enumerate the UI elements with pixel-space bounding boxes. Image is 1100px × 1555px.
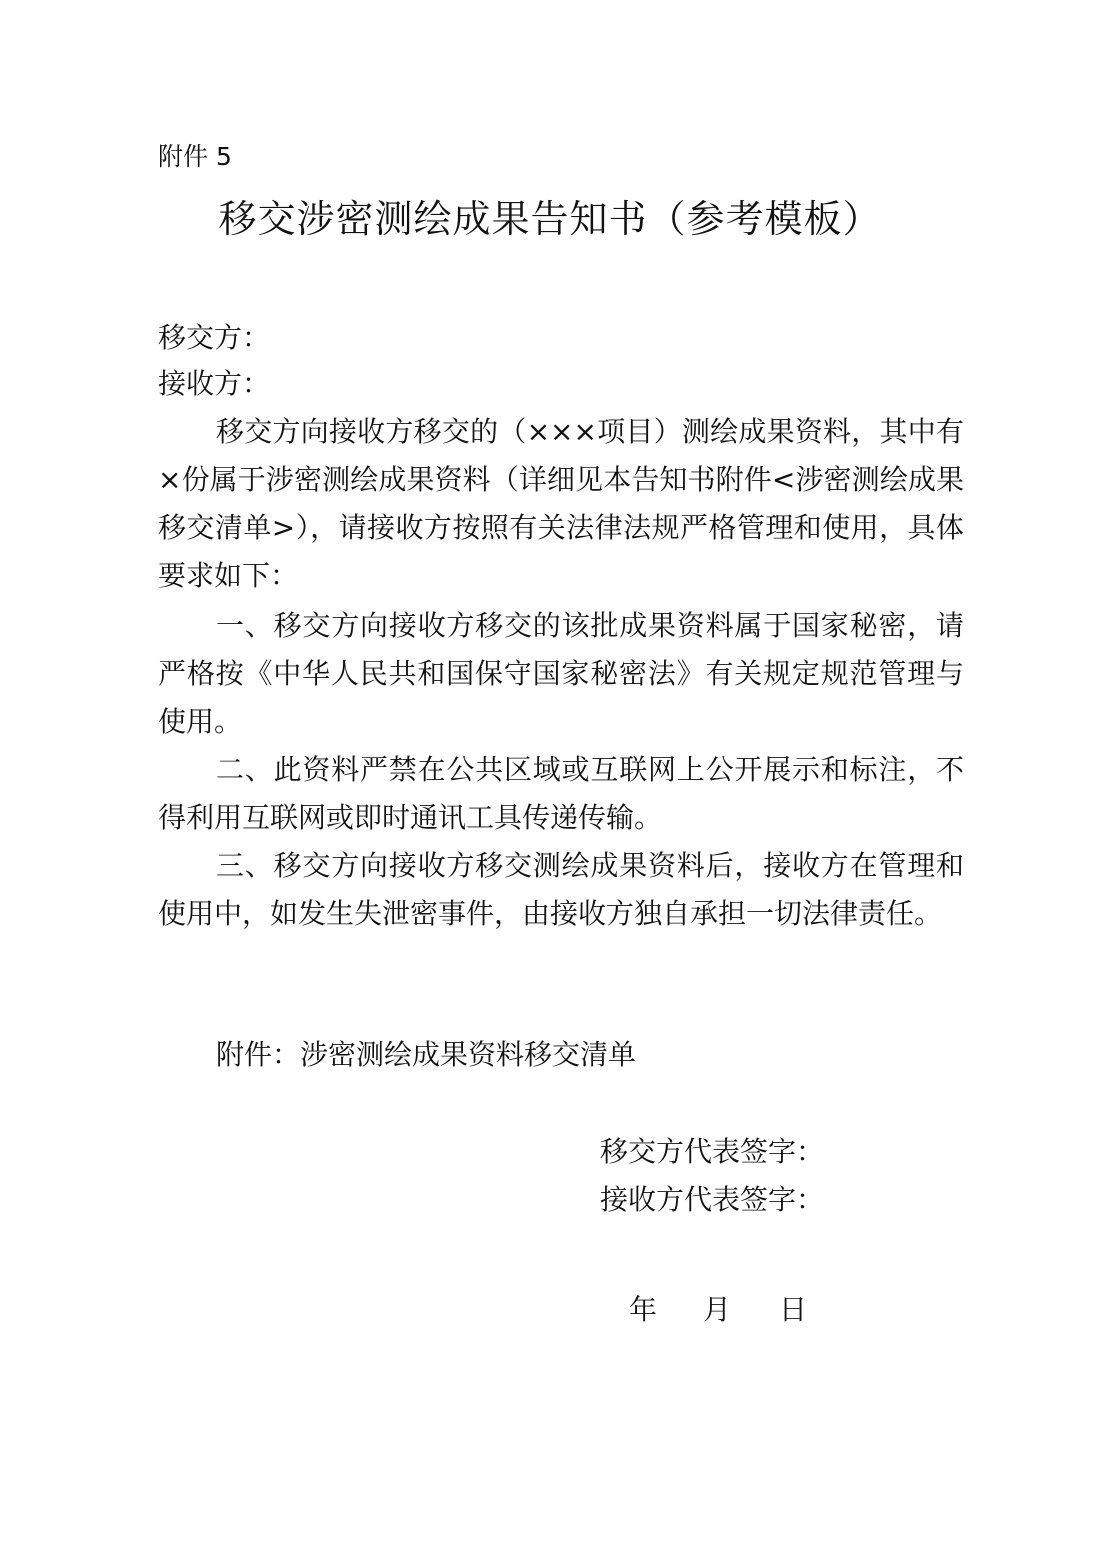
intro-paragraph: 移交方向接收方移交的（×××项目）测绘成果资料，其中有×份属于涉密测绘成果资料（详细见本告知书附件<涉密测绘成果移交清单>），请接收方按照有关法律法规严格管理和使用，具体要求如下： bbox=[158, 415, 964, 592]
date-month: 月 bbox=[703, 1293, 732, 1326]
date-day: 日 bbox=[779, 1293, 808, 1326]
attachment-note: 附件：涉密测绘成果资料移交清单 bbox=[216, 1038, 637, 1071]
transferor-label: 移交方： bbox=[158, 321, 271, 354]
date-year: 年 bbox=[629, 1293, 658, 1326]
attachment-number-label: 附件 5 bbox=[158, 142, 232, 171]
transferor-signature-label: 移交方代表签字： bbox=[600, 1135, 825, 1168]
requirement-item-3: 三、移交方向接收方移交测绘成果资料后，接收方在管理和使用中，如发生失泄密事件，由接收方独自承担一切法律责任。 bbox=[158, 849, 964, 930]
receiver-label: 接收方： bbox=[158, 367, 271, 400]
document-title: 移交涉密测绘成果告知书（参考模板） bbox=[218, 197, 882, 241]
receiver-signature-label: 接收方代表签字： bbox=[600, 1183, 825, 1216]
requirement-item-2: 二、此资料严禁在公共区域或互联网上公开展示和标注，不得利用互联网或即时通讯工具传递传输。 bbox=[158, 753, 964, 834]
requirement-item-1: 一、移交方向接收方移交的该批成果资料属于国家秘密，请严格按《中华人民共和国保守国家秘密法》有关规定规范管理与使用。 bbox=[158, 609, 964, 738]
